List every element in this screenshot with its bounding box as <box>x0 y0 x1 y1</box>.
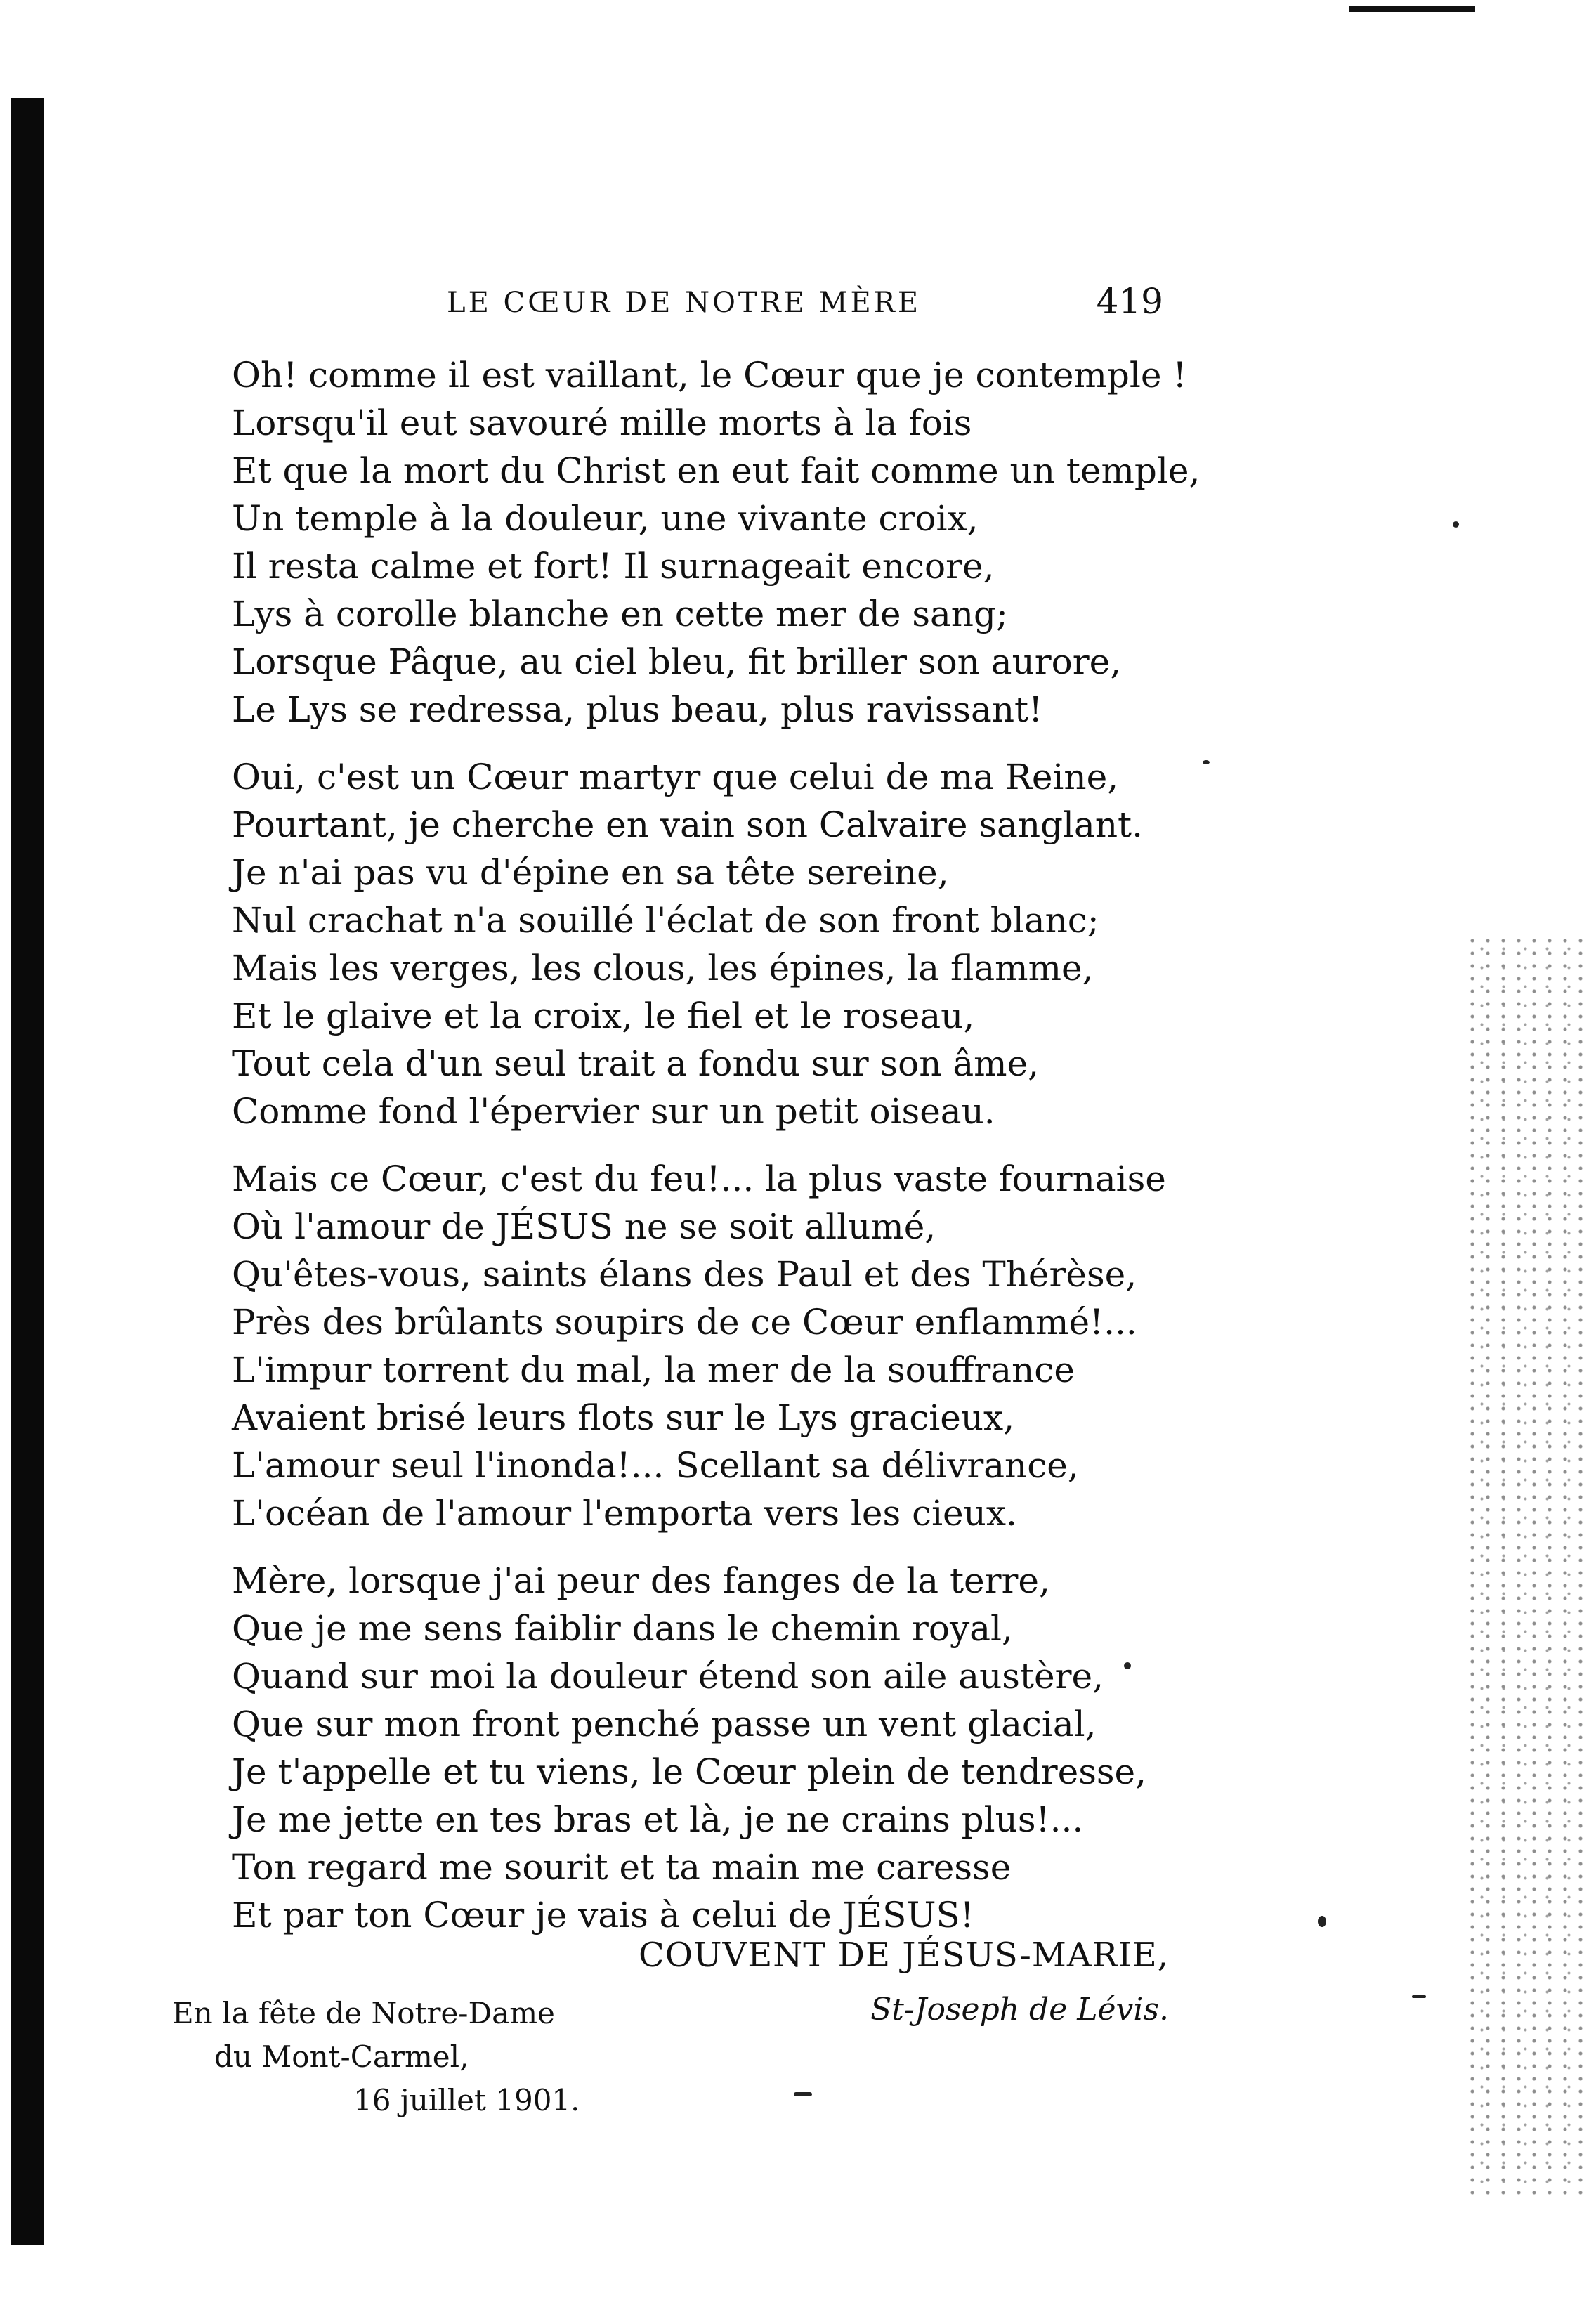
verse-line: Lorsqu'il eut savouré mille morts à la fois <box>232 403 972 443</box>
signature-place: St-Joseph de Lévis. <box>870 1992 1169 2028</box>
verse-line: Et par ton Cœur je vais à celui de JÉSUS! <box>232 1895 974 1935</box>
verse-line: L'amour seul l'inonda!... Scellant sa délivrance, <box>232 1445 1079 1486</box>
verse-line: Oui, c'est un Cœur martyr que celui de ma Reine, <box>232 757 1119 797</box>
verse-line: Pourtant, je cherche en vain son Calvaire sanglant. <box>232 804 1144 845</box>
verse-line: Le Lys se redressa, plus beau, plus ravissant! <box>232 689 1043 730</box>
verse-line: Oh! comme il est vaillant, le Cœur que je contemple ! <box>232 355 1187 396</box>
poem <box>232 351 1201 1959</box>
verse-line: Que je me sens faiblir dans le chemin royal, <box>232 1608 1013 1649</box>
scan-speck <box>1203 760 1210 764</box>
scan-speck <box>1412 1995 1426 1998</box>
verse-line: Je t'appelle et tu viens, le Cœur plein de tendresse, <box>232 1751 1147 1792</box>
verse-line: Comme fond l'épervier sur un petit oiseau. <box>232 1091 995 1132</box>
stanza <box>232 1155 1166 1537</box>
verse-line: Mais les verges, les clous, les épines, la flamme, <box>232 948 1094 988</box>
verse-line: L'océan de l'amour l'emporta vers les cieux. <box>232 1493 1017 1534</box>
scan-speck <box>1453 521 1459 528</box>
verse-line: Mère, lorsque j'ai peur des fanges de la terre, <box>232 1560 1050 1601</box>
scan-speck <box>1318 1916 1326 1927</box>
stanza <box>232 351 1201 733</box>
verse-line: Tout cela d'un seul trait a fondu sur son âme, <box>232 1043 1040 1084</box>
signature-name: COUVENT DE JÉSUS-MARIE, <box>639 1935 1169 1975</box>
scan-speck <box>794 2092 812 2096</box>
verse-line: Un temple à la douleur, une vivante croix, <box>232 498 979 539</box>
verse-line: Il resta calme et fort! Il surnageait encore, <box>232 546 995 587</box>
stanza <box>232 753 1166 1135</box>
running-head-title: LE CŒUR DE NOTRE MÈRE <box>447 287 922 319</box>
verse-line: Près des brûlants soupirs de ce Cœur enflammé!... <box>232 1302 1137 1343</box>
stanza <box>232 1557 1166 1939</box>
verse-line: Que sur mon front penché passe un vent glacial, <box>232 1704 1097 1744</box>
dateline <box>172 1992 580 2122</box>
verse-line: Avaient brisé leurs flots sur le Lys gracieux, <box>232 1397 1015 1438</box>
verse-line: L'impur torrent du mal, la mer de la souffrance <box>232 1350 1075 1390</box>
scan-top-rule <box>1349 6 1475 12</box>
dateline-line: En la fête de Notre-Dame <box>172 1996 555 2030</box>
verse-line: Mais ce Cœur, c'est du feu!... la plus vaste fournaise <box>232 1158 1166 1199</box>
verse-line: Lorsque Pâque, au ciel bleu, fit briller son aurore, <box>232 641 1122 682</box>
verse-line: Je me jette en tes bras et là, je ne crains plus!... <box>232 1799 1084 1840</box>
running-head <box>447 281 1163 330</box>
verse-line: Ton regard me sourit et ta main me caresse <box>232 1847 1012 1888</box>
scan-right-edge-noise <box>1465 934 1584 2199</box>
verse-line: Qu'êtes-vous, saints élans des Paul et des Thérèse, <box>232 1254 1137 1295</box>
verse-line: Lys à corolle blanche en cette mer de sang; <box>232 594 1008 634</box>
verse-line: Nul crachat n'a souillé l'éclat de son front blanc; <box>232 900 1099 941</box>
dateline-line: 16 juillet 1901. <box>353 2083 580 2117</box>
verse-line: Et le glaive et la croix, le fiel et le roseau, <box>232 995 975 1036</box>
verse-line: Où l'amour de JÉSUS ne se soit allumé, <box>232 1206 936 1247</box>
verse-line: Et que la mort du Christ en eut fait comme un temple, <box>232 450 1201 491</box>
scan-edge-shadow <box>11 98 44 2245</box>
dateline-line: du Mont-Carmel, <box>214 2039 469 2074</box>
page-number: 419 <box>1096 281 1163 322</box>
verse-line: Je n'ai pas vu d'épine en sa tête sereine, <box>232 852 949 893</box>
verse-line: Quand sur moi la douleur étend son aile austère, <box>232 1656 1104 1697</box>
